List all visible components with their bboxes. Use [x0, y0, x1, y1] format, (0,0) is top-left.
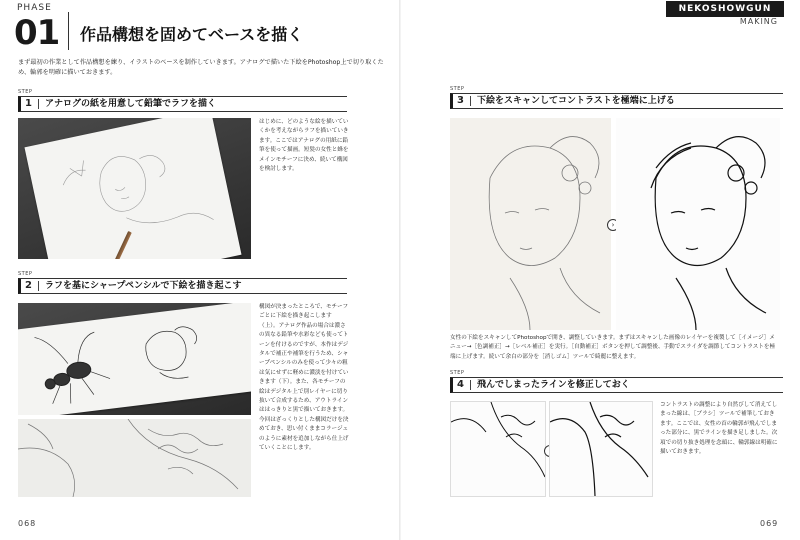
- step-2-title: ラフを基にシャープペンシルで下絵を描き起こす: [45, 281, 242, 291]
- section-label: MAKING: [739, 17, 778, 26]
- step-4-before: [450, 401, 546, 497]
- step-4-label: STEP: [450, 370, 465, 376]
- sketch-paper: [24, 118, 241, 259]
- step-3-number: 3: [457, 95, 464, 106]
- pencil-portrait-scan: [450, 118, 611, 330]
- step-4-header: [450, 377, 783, 393]
- step-2-number: 2: [25, 280, 32, 291]
- step-1-header: [18, 96, 347, 112]
- page-number-left: 068: [18, 519, 37, 528]
- high-contrast-portrait: [616, 118, 780, 330]
- step-1-number: 1: [25, 98, 32, 109]
- step-1-photo: [18, 118, 251, 259]
- step-3-separator: [470, 96, 471, 106]
- step-1-label: STEP: [18, 89, 33, 95]
- rough-sketch-drawing: [24, 118, 241, 259]
- shaded-sketch-detail: [18, 419, 251, 497]
- step-2-text: 構図が決まったところで、モチーフごとに下絵を描き起こします（上）。アナログ作品の場合は濃さの異なる鉛筆や水彩なども使ってトーンを付けるのですが、本作はデジタルで補正や補筆を行うため、シャープペンシルのみを使って少々の粗は気にせずに軽めに濃淡を付けていきます（下）。また、各モチーフの絵はデジタル上で別レイヤーに切り抜いて合成するため、アウトラインははっきりと黒で描いておきます。今回はざっくりとした構図だけを決めておき、思い付くままコラージュのように素材を追加しながら仕上げていくことにします。: [259, 304, 349, 452]
- step-3-text: 女性の下絵をスキャンしてPhotoshopで開き、調整していきます。まずはスキャンした画像のレイヤーを複製して［イメージ］メニュー→［色調補正］→［レベル補正］を実行。［自動補正］ボタンを押して調整後、手動でスライダを調節してコントラストを極端に上げます。続いて余白の部分を［消しゴム］ツールで綺麗に整えます。: [450, 335, 776, 360]
- step-2-photo-top: [18, 303, 251, 415]
- arrow-right-circle-icon: ›: [607, 219, 619, 231]
- neck-line-after: [550, 402, 652, 496]
- intro-text: まず最初の作業として作品構想を練り、イラストのベースを制作していきます。アナログで描いた下絵をPhotoshop上で切り取くため、輪郭を明確に描いておきます。: [18, 59, 384, 76]
- step-3-header: [450, 93, 783, 109]
- brand-name: NEKOSHOWGUN: [678, 4, 772, 14]
- page-gutter: [399, 0, 401, 540]
- step-4-after: [549, 401, 653, 497]
- neck-line-before: [451, 402, 545, 496]
- step-3-label: STEP: [450, 86, 465, 92]
- step-4-number: 4: [457, 379, 464, 390]
- step-3-scan-after: [616, 118, 780, 330]
- step-1-text: はじめに、どのような絵を描いていくかを考えながらラフを描いていきます。ここではアナログの用紙に鉛筆を使って描画。短髪の女性と蜂をメインモチーフに決め、続いて構図を検討します。: [259, 119, 349, 173]
- step-1-title: アナログの紙を用意して鉛筆でラフを描く: [45, 99, 217, 109]
- step-4-text: コントラストの調整により自然びして消えてしまった線は、［ブラシ］ツールで補筆しておきます。ここでは、女性の首の輪郭が飛んでしまった部分に、黒でラインを描き足しました。次項での切り抜き処理を念頭に、輪郭線は明確に描いておきます。: [660, 402, 778, 456]
- wasp-and-girl-drawing: [18, 303, 251, 415]
- step-2-photo-bottom: [18, 419, 251, 497]
- phase-number: 01: [14, 13, 60, 53]
- page-title: 作品構想を固めてベースを描く: [80, 25, 304, 44]
- step-1-separator: [38, 99, 39, 109]
- step-3-title: 下絵をスキャンしてコントラストを極端に上げる: [477, 96, 675, 106]
- page-number-right: 069: [760, 519, 779, 528]
- step-3-scan-before: [450, 118, 611, 330]
- step-2-header: [18, 278, 347, 294]
- step-4-separator: [470, 380, 471, 390]
- step-2-separator: [38, 281, 39, 291]
- underdrawing-paper: [18, 303, 251, 415]
- phase-label: PHASE: [17, 3, 52, 13]
- step-2-label: STEP: [18, 271, 33, 277]
- step-4-title: 飛んでしまったラインを修正しておく: [477, 380, 630, 390]
- header-divider: [68, 12, 69, 50]
